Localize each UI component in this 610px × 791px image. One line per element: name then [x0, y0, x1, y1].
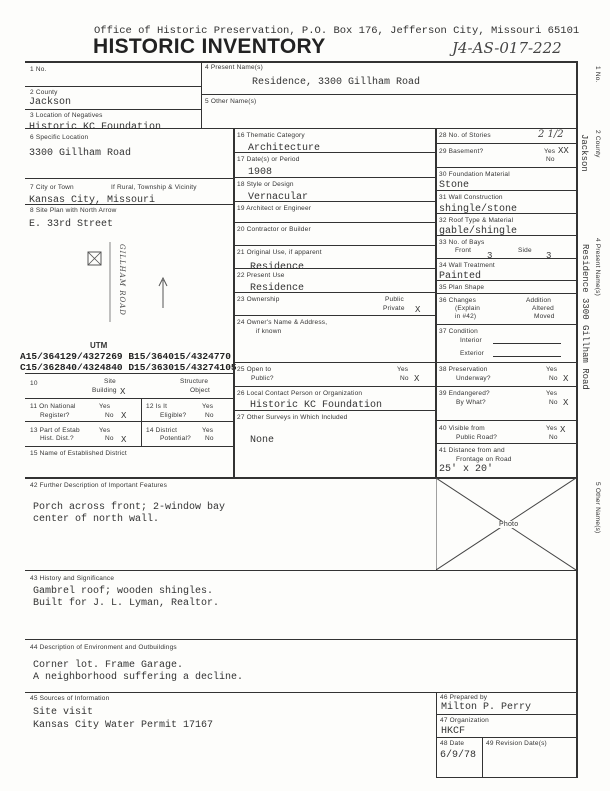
- field-39-label: 39 Endangered?: [439, 390, 490, 397]
- utm-title: UTM: [90, 341, 108, 350]
- city-value: Kansas City, Missouri: [29, 195, 156, 206]
- frame-line: [25, 61, 578, 63]
- field-41-label: 41 Distance from and: [439, 447, 505, 454]
- divider: [436, 737, 576, 738]
- preparer-value: Milton P. Perry: [441, 702, 532, 713]
- field-16-label: 16 Thematic Category: [237, 132, 305, 139]
- description-line-2: center of north wall.: [33, 514, 160, 525]
- object-option: Object: [190, 387, 210, 394]
- field-40-mark: X: [560, 425, 566, 435]
- field-28-label: 28 No. of Stories: [439, 132, 491, 139]
- field-13-label: 13 Part of Estab: [30, 427, 80, 434]
- field-12-no: No: [205, 412, 214, 419]
- divider: [435, 213, 576, 214]
- divider: [482, 737, 483, 778]
- field-49-label: 49 Revision Date(s): [486, 740, 547, 747]
- divider: [436, 692, 437, 778]
- field-22-label: 22 Present Use: [237, 272, 285, 279]
- moved-option: Moved: [534, 313, 555, 320]
- field-25-no: No: [400, 375, 409, 382]
- field-14-label: 14 District: [146, 427, 178, 434]
- present-name-value: Residence, 3300 Gillham Road: [252, 77, 421, 88]
- field-39-yes: Yes: [546, 390, 558, 397]
- field-34-label: 34 Wall Treatment: [439, 262, 495, 269]
- field-20-label: 20 Contractor or Builder: [237, 226, 311, 233]
- field-27-label: 27 Other Surveys in Which Included: [237, 414, 348, 421]
- field-13-yes: Yes: [99, 427, 111, 434]
- field-7b-label: If Rural, Township & Vicinity: [111, 184, 197, 191]
- divider: [435, 324, 576, 325]
- divider: [25, 178, 234, 179]
- field-38-yes: Yes: [546, 366, 558, 373]
- divider: [233, 362, 435, 363]
- building-option: Building: [92, 387, 117, 394]
- field-37-label: 37 Condition: [439, 328, 478, 335]
- field-15-label: 15 Name of Established District: [30, 450, 127, 457]
- divider: [435, 420, 576, 421]
- stories-value: 2 1/2: [538, 129, 564, 140]
- private-mark: X: [415, 305, 421, 315]
- field-38-no: No: [549, 375, 558, 382]
- field-14-no: No: [205, 435, 214, 442]
- divider: [233, 315, 435, 316]
- environment-line-2: A neighborhood suffering a decline.: [33, 672, 244, 683]
- divider: [435, 293, 576, 294]
- field-29-label: 29 Basement?: [439, 148, 484, 155]
- divider: [25, 86, 201, 87]
- field-45-label: 45 Sources of Information: [30, 695, 110, 702]
- field-21-label: 21 Original Use, if apparent: [237, 249, 322, 256]
- field-11-no: No: [105, 412, 114, 419]
- field-23-label: 23 Ownership: [237, 296, 280, 303]
- field-19-label: 19 Architect or Engineer: [237, 205, 312, 212]
- field-47-label: 47 Organization: [440, 717, 489, 724]
- divider: [436, 777, 576, 778]
- photo-label: Photo: [499, 521, 519, 528]
- divider: [435, 143, 576, 144]
- field-24-label: 24 Owner's Name & Address,: [237, 319, 328, 326]
- field-25b-label: Public?: [251, 375, 274, 382]
- divider: [435, 258, 576, 259]
- divider: [435, 190, 576, 191]
- field-40-yes: Yes: [546, 425, 558, 432]
- utm-line-1: A15/364129/4327269 B15/364015/4324770: [20, 351, 231, 362]
- original-use-value: Residence: [250, 262, 305, 273]
- divider: [25, 421, 234, 422]
- public-option: Public: [385, 296, 404, 303]
- style-value: Vernacular: [248, 192, 309, 203]
- divider: [233, 410, 435, 411]
- interior-label: Interior: [460, 337, 482, 344]
- divider: [25, 692, 576, 693]
- altered-option: Altered: [532, 305, 554, 312]
- field-12-yes: Yes: [202, 403, 214, 410]
- field-31-label: 31 Wall Construction: [439, 194, 503, 201]
- divider: [493, 356, 561, 357]
- wall-value: shingle/stone: [439, 204, 518, 215]
- field-11b-label: Register?: [40, 412, 70, 419]
- divider: [493, 343, 561, 344]
- field-38b-label: Underway?: [456, 375, 491, 382]
- divider: [233, 128, 235, 477]
- field-36c-label: in #42): [455, 313, 477, 320]
- field-17-label: 17 Date(s) or Period: [237, 156, 300, 163]
- street-value: E. 33rd Street: [29, 219, 114, 230]
- treatment-value: Painted: [439, 271, 482, 282]
- source-line-1: Site visit: [33, 707, 94, 718]
- front-label: Front: [455, 247, 472, 254]
- description-line-1: Porch across front; 2-window bay: [33, 502, 226, 513]
- history-line-1: Gambrel roof; wooden shingles.: [33, 586, 214, 597]
- margin-county-value: Jackson: [579, 134, 589, 172]
- field-42-label: 42 Further Description of Important Features: [30, 482, 168, 489]
- field-29-yes: Yes: [544, 148, 556, 155]
- addition-option: Addition: [526, 297, 552, 304]
- divider: [435, 128, 437, 477]
- divider: [436, 714, 576, 715]
- field-14-yes: Yes: [202, 427, 214, 434]
- field-30-label: 30 Foundation Material: [439, 171, 510, 178]
- divider: [233, 201, 435, 202]
- divider: [233, 292, 435, 293]
- basement-mark: XX: [558, 146, 569, 156]
- field-38-mark: X: [563, 374, 569, 384]
- field-11-label: 11 On National: [30, 403, 76, 410]
- structure-option: Structure: [180, 378, 209, 385]
- thematic-value: Architecture: [248, 143, 321, 154]
- field-8-label: 8 Site Plan with North Arrow: [30, 207, 117, 214]
- environment-line-1: Corner lot. Frame Garage.: [33, 660, 184, 671]
- field-39b-label: By What?: [456, 399, 486, 406]
- margin-county-label: 2 County: [594, 130, 601, 158]
- field-44-label: 44 Description of Environment and Outbuildings: [30, 644, 177, 651]
- field-25-yes: Yes: [397, 366, 409, 373]
- field-14b-label: Potential?: [160, 435, 191, 442]
- field-46-label: 46 Prepared by: [440, 694, 488, 701]
- private-option: Private: [383, 305, 405, 312]
- reference-number: J4-AS-017-222: [452, 39, 562, 57]
- roof-value: gable/shingle: [439, 226, 518, 237]
- margin-present-value: Residence 3300 Gillham Road: [580, 244, 590, 390]
- field-36-label: 36 Changes: [439, 297, 477, 304]
- divider: [25, 446, 234, 447]
- field-7-label: 7 City or Town: [30, 184, 74, 191]
- field-48-label: 48 Date: [440, 740, 465, 747]
- field-35-label: 35 Plan Shape: [439, 284, 485, 291]
- exterior-label: Exterior: [460, 350, 484, 357]
- divider: [233, 268, 435, 269]
- distance-value: 25' x 20': [439, 464, 494, 475]
- field-24b-label: if known: [256, 328, 282, 335]
- field-39-no: No: [549, 399, 558, 406]
- field-10-label: 10: [30, 380, 38, 387]
- side-label: Side: [518, 247, 532, 254]
- divider: [25, 570, 576, 571]
- field-33-label: 33 No. of Bays: [439, 239, 485, 246]
- field-18-label: 18 Style or Design: [237, 181, 294, 188]
- building-mark: X: [120, 387, 126, 397]
- office-address: Office of Historic Preservation, P.O. Box 176, Jefferson City, Missouri 65101: [94, 25, 580, 37]
- field-4-label: 4 Present Name(s): [205, 64, 263, 71]
- divider: [141, 398, 142, 446]
- form-title: HISTORIC INVENTORY: [93, 35, 326, 58]
- source-line-2: Kansas City Water Permit 17167: [33, 720, 214, 731]
- side-value: 3: [546, 251, 552, 261]
- field-36b-label: (Explain: [455, 305, 481, 312]
- divider: [25, 204, 234, 205]
- field-13b-label: Hist. Dist.?: [40, 435, 74, 442]
- divider: [25, 398, 234, 399]
- field-12-label: 12 Is It: [146, 403, 168, 410]
- field-3-label: 3 Location of Negatives: [30, 112, 103, 119]
- field-1-label: 1 No.: [30, 66, 47, 73]
- margin-no-label: 1 No.: [594, 66, 601, 83]
- divider: [25, 373, 234, 374]
- field-38-label: 38 Preservation: [439, 366, 488, 373]
- field-25-label: 25 Open to: [237, 366, 272, 373]
- divider: [435, 362, 576, 363]
- organization-value: HKCF: [441, 726, 466, 737]
- divider: [233, 386, 435, 387]
- field-6-label: 6 Specific Location: [30, 134, 89, 141]
- divider: [435, 167, 576, 168]
- field-13-no: No: [105, 435, 114, 442]
- divider: [25, 109, 201, 110]
- date-prepared-value: 6/9/78: [440, 750, 477, 761]
- field-40b-label: Public Road?: [456, 434, 498, 441]
- field-25-mark: X: [414, 374, 420, 384]
- present-use-value: Residence: [250, 283, 305, 294]
- front-value: 3: [487, 251, 493, 261]
- field-29-no: No: [546, 156, 555, 163]
- divider: [233, 152, 435, 153]
- field-40-label: 40 Visible from: [439, 425, 485, 432]
- negatives-value: Historic KC Foundation: [29, 122, 162, 133]
- divider: [233, 245, 435, 246]
- field-43-label: 43 History and Significance: [30, 575, 115, 582]
- field-5-label: 5 Other Name(s): [205, 98, 257, 105]
- divider: [435, 443, 576, 444]
- divider: [233, 177, 435, 178]
- field-40-no: No: [549, 434, 558, 441]
- field-11-mark: X: [121, 411, 127, 421]
- road-label: GILLHAM ROAD: [118, 244, 126, 316]
- field-41b-label: Frontage on Road: [456, 456, 512, 463]
- history-line-2: Built for J. L. Lyman, Realtor.: [33, 598, 220, 609]
- divider: [435, 386, 576, 387]
- site-option: Site: [104, 378, 117, 385]
- field-2-label: 2 County: [30, 89, 58, 96]
- divider: [201, 94, 576, 95]
- margin-other-label: 5 Other Name(s): [594, 482, 601, 534]
- margin-present-label: 4 Present Name(s): [594, 238, 601, 296]
- field-13-mark: X: [121, 435, 127, 445]
- foundation-value: Stone: [439, 180, 470, 191]
- utm-line-2: C15/362840/4324840 D15/363015/43274105: [20, 362, 237, 373]
- divider: [25, 639, 576, 640]
- divider: [435, 235, 576, 236]
- divider: [435, 280, 576, 281]
- surveys-value: None: [250, 435, 275, 446]
- specific-location-value: 3300 Gillham Road: [29, 148, 132, 159]
- field-12b-label: Eligible?: [160, 412, 187, 419]
- date-value: 1908: [248, 167, 273, 178]
- field-11-yes: Yes: [99, 403, 111, 410]
- field-32-label: 32 Roof Type & Material: [439, 217, 514, 224]
- county-value: Jackson: [29, 97, 72, 108]
- divider: [233, 222, 435, 223]
- field-26-label: 26 Local Contact Person or Organization: [237, 390, 363, 397]
- contact-value: Historic KC Foundation: [250, 400, 383, 411]
- field-39-mark: X: [563, 398, 569, 408]
